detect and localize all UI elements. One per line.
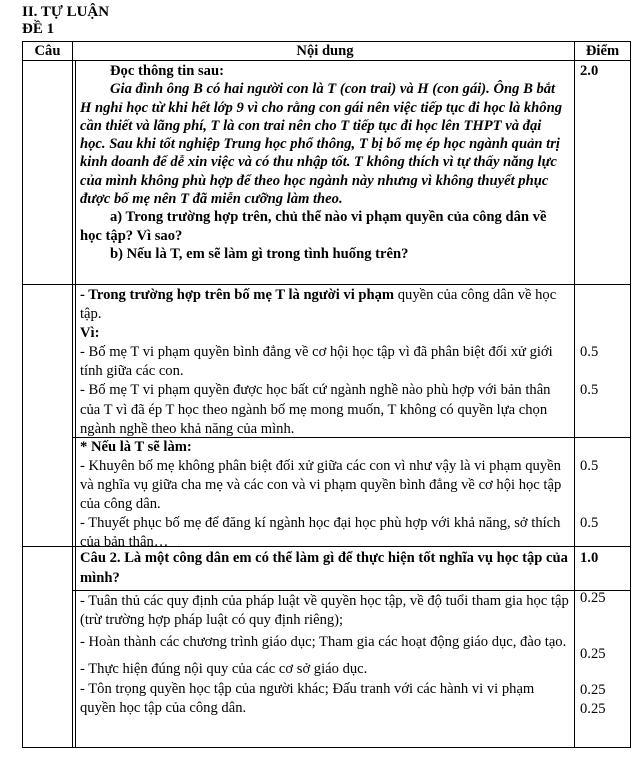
answer-b-point2-score: 0.5 — [580, 515, 599, 531]
answer-a-content — [80, 286, 569, 439]
answer-b-point1: - Khuyên bố mẹ không phân biệt đối xử giữa các con vì như vậy là vi phạm quyền và nghĩa vụ giữa cha mẹ và các con và vi phạm quyền bình đẳng về cơ hội học tập của công dân. — [80, 458, 562, 513]
q1-question-a: a) Trong trường hợp trên, chủ thể nào vi phạm quyền của công dân về học tập? Vì sao? — [80, 209, 547, 244]
q2-point3: - Thực hiện đúng nội quy của các cơ sở giáo dục. — [80, 660, 368, 677]
q1-score: 2.0 — [580, 63, 599, 79]
section-heading: II. TỰ LUẬN — [22, 4, 110, 20]
q2-question: Câu 2. Là một công dân em có thể làm gì để thực hiện tốt nghĩa vụ học tập của mình? — [80, 550, 568, 586]
q2-point1: - Tuân thủ các quy định của pháp luật về quyền học tập, về độ tuổi tham gia học tập (trừ trường hợp pháp luật có quy định riêng); — [80, 593, 569, 628]
q2-point1-score: 0.25 — [580, 590, 606, 606]
column-divider-1a — [72, 41, 73, 748]
q2-point2-score: 0.25 — [580, 646, 606, 662]
answer-a-lead-rest: quyền của công dân về học tập. — [80, 287, 557, 323]
q2-score: 1.0 — [580, 550, 599, 566]
answer-a-point2-score: 0.5 — [580, 382, 599, 398]
q1-content — [80, 62, 569, 263]
answer-a-point1-score: 0.5 — [580, 344, 599, 360]
answer-b-title: * Nếu là T sẽ làm: — [80, 439, 192, 455]
row-divider-q1 — [22, 284, 631, 285]
column-header-score: Điểm — [585, 43, 620, 59]
answer-a-lead-bold: - Trong trường hợp trên bố mẹ T là người vi phạm — [80, 287, 395, 303]
row-divider-q2 — [73, 590, 631, 591]
column-divider-1b — [75, 61, 76, 748]
column-header-question: Câu — [34, 43, 61, 59]
q2-point3-score: 0.25 — [580, 682, 606, 698]
q2-point4: - Tôn trọng quyền học tập của người khác; Đấu tranh với các hành vi vi phạm quyền học tập của công dân. — [80, 681, 535, 716]
answer-a-why: Vì: — [80, 325, 100, 342]
answer-a-point1: - Bố mẹ T vi phạm quyền bình đẳng về cơ hội học tập vì đã phân biệt đối xử giới tính giữa các con. — [80, 344, 553, 380]
q1-intro: Đọc thông tin sau: — [110, 63, 224, 79]
answer-b-point2: - Thuyết phục bố mẹ để đăng kí ngành học đại học phù hợp với khả năng, sở thích của bản thân… — [80, 515, 561, 551]
answer-b-content — [80, 438, 569, 553]
q2-point4-score: 0.25 — [580, 701, 606, 717]
answer-a-point2: - Bố mẹ T vi phạm quyền được học bất cứ ngành nghề nào phù hợp với bản thân của T vì đã ép T học theo ngành bố mẹ mong muốn, T không có quyền lựa chọn ngành nghề theo khả năng của mình. — [80, 382, 551, 437]
q2-answers — [80, 592, 569, 717]
column-header-content: Nội dung — [296, 43, 354, 59]
q2-point2: - Hoàn thành các chương trình giáo dục; Tham gia các hoạt động giáo dục, đào tạo. — [80, 634, 567, 650]
table-border-left — [22, 41, 23, 748]
answer-b-point1-score: 0.5 — [580, 458, 599, 474]
table-border-bottom — [22, 747, 631, 748]
q1-question-b: b) Nếu là T, em sẽ làm gì trong tình huống trên? — [110, 245, 409, 262]
q1-passage: Gia đình ông B có hai người con là T (con trai) và H (con gái). Ông B bắt H nghỉ học từ khi hết lớp 9 vì cho rằng con gái nên việc tiếp tục đi học là không cần thiết và lãng phí, T là con trai nên cho T tiếp tục đi học lên THPT và đại học. Sau khi tốt nghiệp Trung học phổ thông, T bị bố mẹ ép học ngành quản trị kinh doanh để dễ xin việc và có thu nhập tốt. T không thích vì tự thấy năng lực của mình không phù hợp để theo học ngành này nhưng vì không thuyết phục được bố mẹ nên T đã miễn cưỡng làm theo. — [80, 81, 562, 208]
column-divider-2 — [574, 41, 575, 748]
exam-heading: ĐỀ 1 — [22, 21, 55, 37]
answer-a-lead — [80, 286, 569, 324]
table-border-right — [630, 41, 631, 748]
